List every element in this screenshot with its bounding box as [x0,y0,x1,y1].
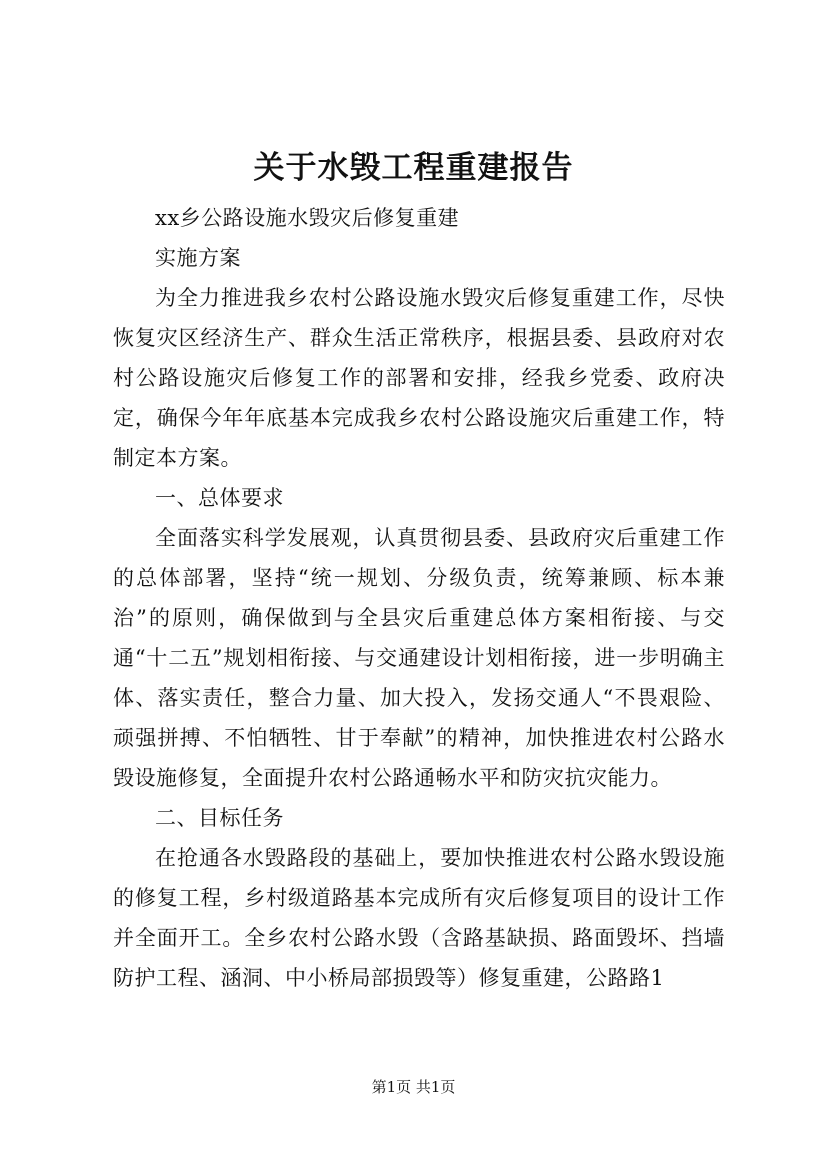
document-title: 关于水毁工程重建报告 [253,150,574,186]
paragraph-subtitle-line-1: xx乡公路设施水毁灾后修复重建 [155,206,460,230]
section-heading-general-requirements: 一、总体要求 [155,486,284,510]
paragraph-subtitle-line-2: 实施方案 [155,246,241,270]
section-heading-objectives: 二、目标任务 [155,806,284,830]
paragraph-objectives: 在抢通各水毁路段的基础上，要加快推进农村公路水毁设施的修复工程，乡村级道路基本完成所有灾后修复项目的设计工作并全面开工。全乡农村公路水毁（含路基缺损、路面毁坏、挡墙防护工程、涵洞、中小桥局部损毁等）修复重建，公路路1 [113,846,725,990]
paragraph-general-requirements: 全面落实科学发展观，认真贯彻县委、县政府灾后重建工作的总体部署，坚持“统一规划、分级负责，统筹兼顾、标本兼治”的原则，确保做到与全县灾后重建总体方案相衔接、与交通“十二五”规划相衔接、与交通建设计划相衔接，进一步明确主体、落实责任，整合力量、加大投入，发扬交通人“不畏艰险、顽强拼搏、不怕牺牲、甘于奉献”的精神，加快推进农村公路水毁设施修复，全面提升农村公路通畅水平和防灾抗灾能力。 [113,526,725,790]
paragraph-intro: 为全力推进我乡农村公路设施水毁灾后修复重建工作，尽快恢复灾区经济生产、群众生活正常秩序，根据县委、县政府对农村公路设施灾后修复工作的部署和安排，经我乡党委、政府决定，确保今年年底基本完成我乡农村公路设施灾后重建工作，特制定本方案。 [113,286,725,470]
page-footer: 第1页 共1页 [371,1078,456,1096]
document-body [113,198,725,998]
